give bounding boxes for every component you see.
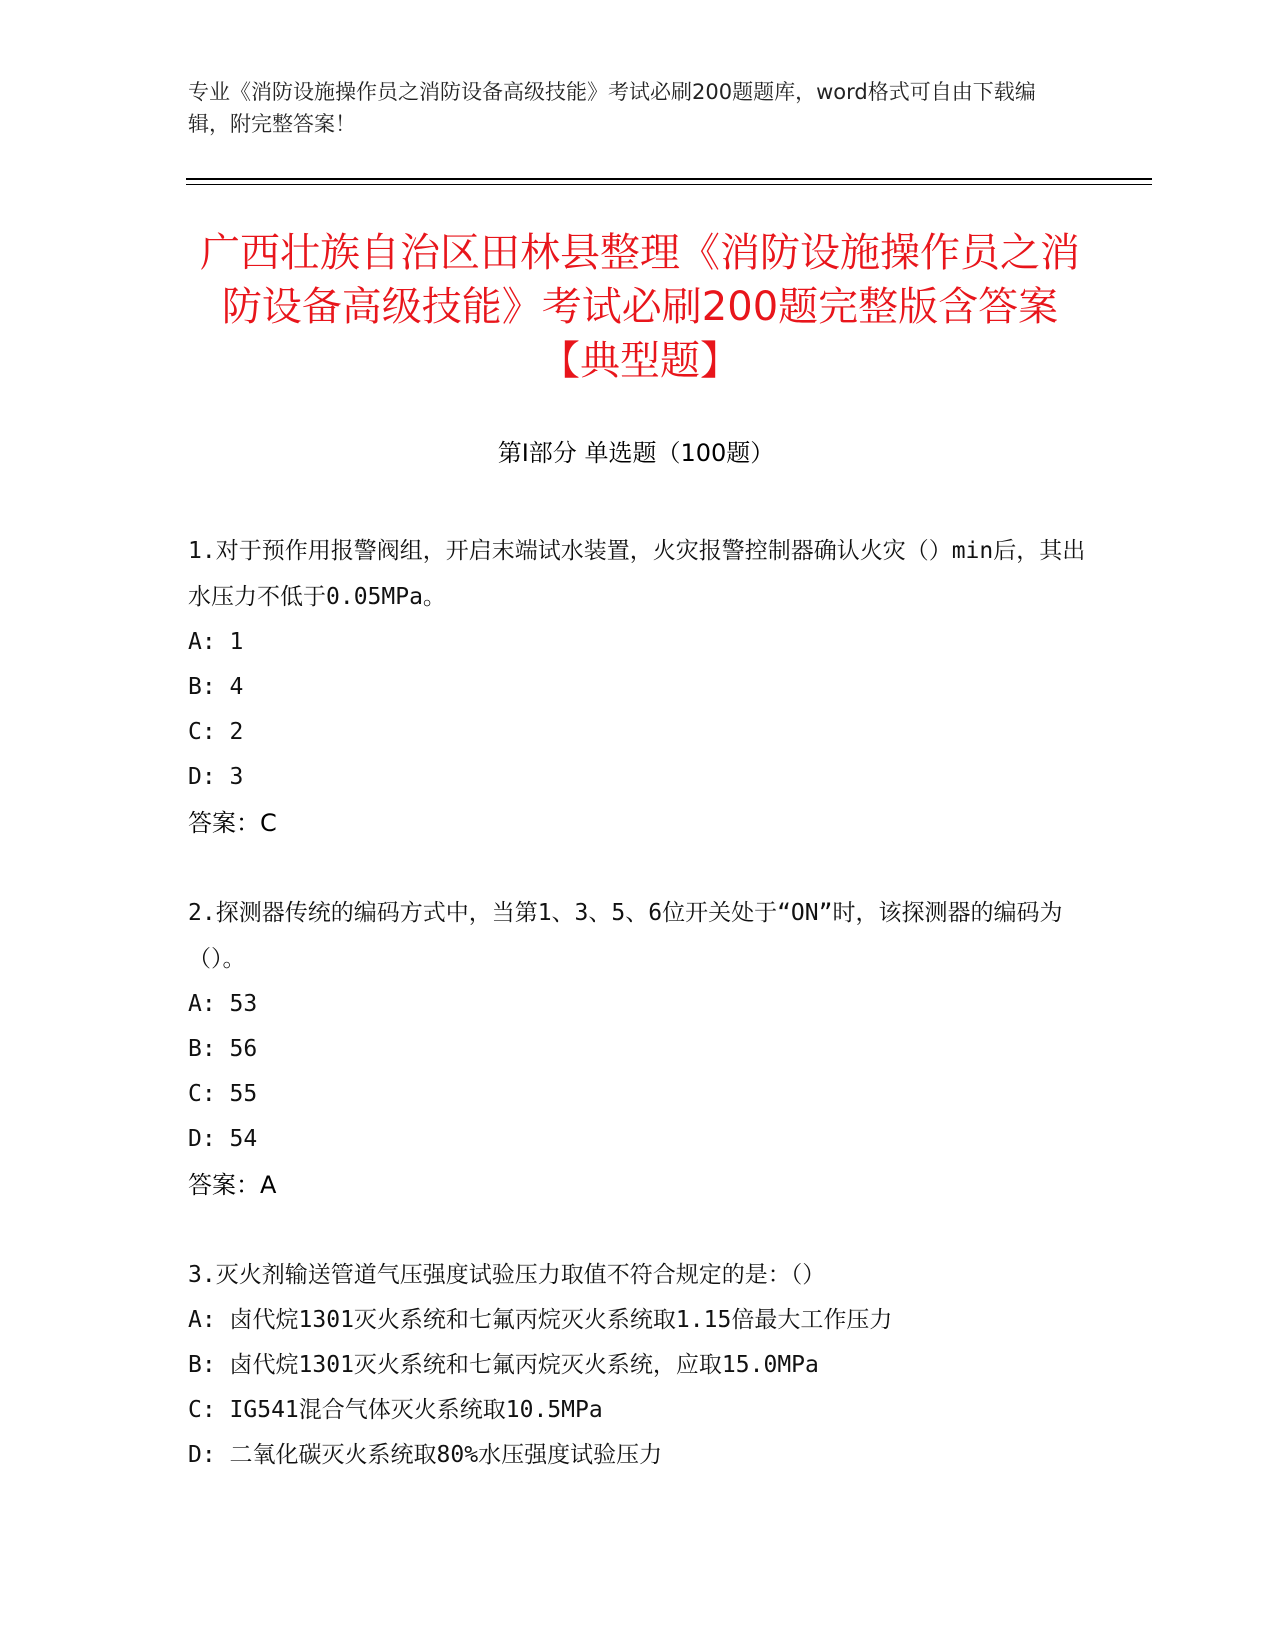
header-divider-thick xyxy=(186,178,1152,180)
option-a: A: 卤代烷1301灭火系统和七氟丙烷灭火系统取1.15倍最大工作压力 xyxy=(188,1307,893,1333)
option-b: B: 4 xyxy=(188,674,244,700)
section-title: 第I部分 单选题（100题） xyxy=(497,439,775,467)
option-c: C: IG541混合气体灭火系统取10.5MPa xyxy=(188,1397,603,1423)
option-b: B: 56 xyxy=(188,1036,258,1062)
answer: 答案：C xyxy=(188,809,277,837)
question-3 xyxy=(188,1252,1088,1478)
option-a: A: 1 xyxy=(188,629,244,655)
answer: 答案：A xyxy=(188,1171,277,1199)
question-2 xyxy=(188,890,1088,1208)
option-c: C: 55 xyxy=(188,1081,258,1107)
option-d: D: 3 xyxy=(188,764,244,790)
option-b: B: 卤代烷1301灭火系统和七氟丙烷灭火系统，应取15.0MPa xyxy=(188,1352,819,1378)
header-note: 专业《消防设施操作员之消防设备高级技能》考试必刷200题题库，word格式可自由下载编辑，附完整答案！ xyxy=(188,80,1036,136)
option-d: D: 54 xyxy=(188,1126,258,1152)
question-stem: 2.探测器传统的编码方式中，当第1、3、5、6位开关处于“ON”时，该探测器的编码为（）。 xyxy=(188,900,1063,972)
question-list xyxy=(188,528,1088,1522)
document-title: 广西壮族自治区田林县整理《消防设施操作员之消防设备高级技能》考试必刷200题完整版含答案【典型题】 xyxy=(200,230,1080,384)
question-stem: 1.对于预作用报警阀组，开启末端试水装置，火灾报警控制器确认火灾（）min后，其出水压力不低于0.05MPa。 xyxy=(188,538,1086,610)
question-1 xyxy=(188,528,1088,846)
option-c: C: 2 xyxy=(188,719,244,745)
option-a: A: 53 xyxy=(188,991,258,1017)
header-divider-thin xyxy=(186,184,1152,185)
question-stem: 3.灭火剂输送管道气压强度试验压力取值不符合规定的是：（） xyxy=(188,1262,826,1288)
option-d: D: 二氧化碳灭火系统取80%水压强度试验压力 xyxy=(188,1442,663,1468)
